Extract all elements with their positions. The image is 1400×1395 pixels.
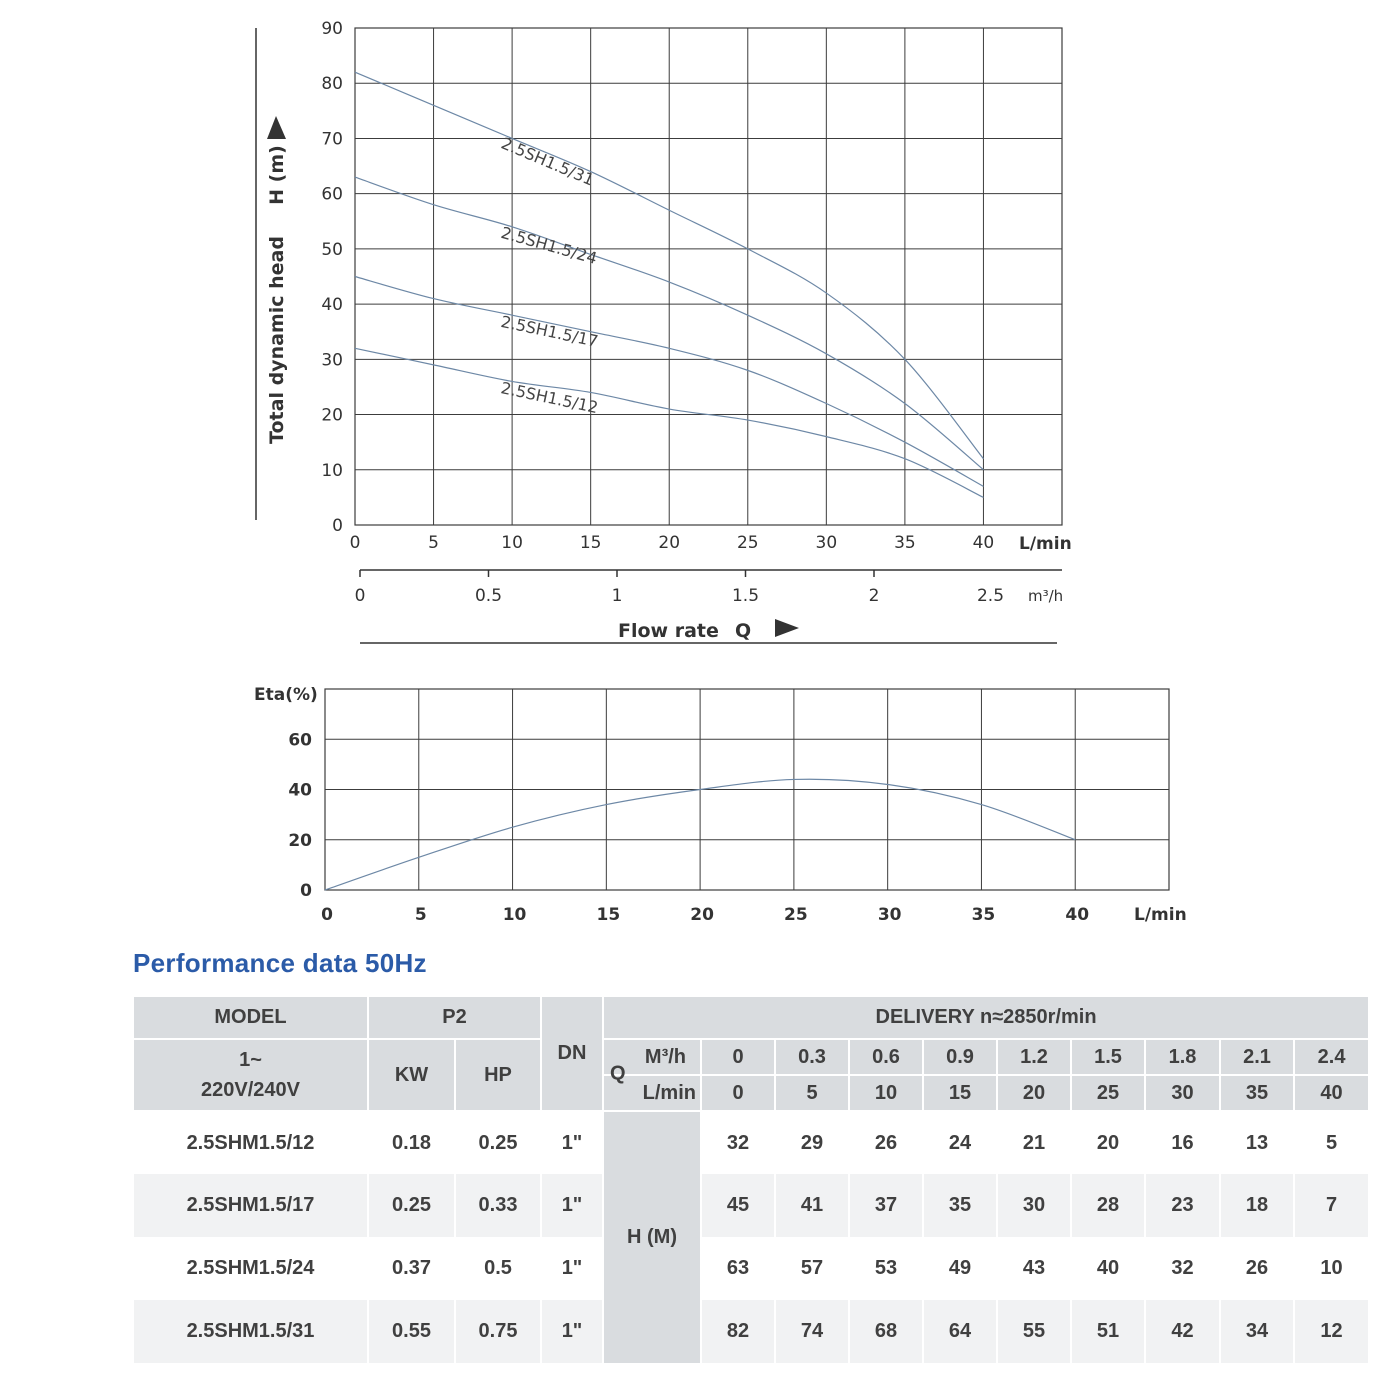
- eta-x-tick-label: 30: [877, 905, 902, 925]
- m3h-value: 0.3: [775, 1039, 849, 1075]
- lmin-value: 10: [849, 1075, 923, 1111]
- head-cell: 57: [775, 1237, 849, 1300]
- table-row: [134, 1111, 1369, 1174]
- head-cell: 20: [1071, 1111, 1145, 1174]
- m3h-value: 2.1: [1220, 1039, 1294, 1075]
- lmin-value: 5: [775, 1075, 849, 1111]
- eta-x-tick-label: 15: [596, 905, 621, 925]
- m3h-value: 0: [701, 1039, 775, 1075]
- eta-x-tick-label: 10: [502, 905, 527, 925]
- x-tick-label: 25: [736, 533, 759, 553]
- head-cell: 68: [849, 1300, 923, 1363]
- head-cell: 18: [1220, 1174, 1294, 1237]
- header-kw: KW: [368, 1039, 455, 1111]
- head-cell: 82: [701, 1300, 775, 1363]
- x-tick-label: 40: [972, 533, 995, 553]
- model-cell: 2.5SHM1.5/12: [134, 1111, 368, 1174]
- lmin-value: 35: [1220, 1075, 1294, 1111]
- dn-cell: 1": [541, 1237, 603, 1300]
- header-lmin: [603, 1062, 701, 1111]
- head-cell: 13: [1220, 1111, 1294, 1174]
- y-tick-label: 30: [321, 350, 343, 371]
- x-tick-label: 20: [658, 533, 681, 553]
- head-cell: 40: [1071, 1237, 1145, 1300]
- lmin-value: 20: [997, 1075, 1071, 1111]
- kw-cell: 0.37: [368, 1237, 455, 1300]
- head-cell: 10: [1294, 1237, 1369, 1300]
- m3h-value: 1.5: [1071, 1039, 1145, 1075]
- curve-label: 2.5SH1.5/31: [498, 133, 597, 190]
- x-tick-label: 0: [349, 533, 361, 553]
- header-model: MODEL: [134, 997, 368, 1039]
- head-cell: 26: [849, 1111, 923, 1174]
- header-phase: [134, 1039, 368, 1111]
- head-cell: 55: [997, 1300, 1071, 1363]
- head-cell: 43: [997, 1237, 1071, 1300]
- y-tick-label: 90: [321, 19, 343, 39]
- y-axis-unit: H (m): [266, 145, 288, 205]
- head-cell: 29: [775, 1111, 849, 1174]
- head-cell: 74: [775, 1300, 849, 1363]
- head-cell: 49: [923, 1237, 997, 1300]
- header-delivery: DELIVERY n≈2850r/min: [603, 997, 1369, 1039]
- table-row: [134, 1300, 1369, 1363]
- table-row: [134, 1174, 1369, 1237]
- y-tick-label: 0: [332, 516, 343, 536]
- x2-tick-label: 1: [611, 586, 623, 606]
- y-tick-label: 70: [321, 129, 343, 150]
- eta-x-tick-label: 20: [690, 905, 714, 925]
- header-phase-line2: 220V/240V: [201, 1079, 300, 1101]
- head-cell: 5: [1294, 1111, 1369, 1174]
- head-cell: 63: [701, 1237, 775, 1300]
- head-cell: 64: [923, 1300, 997, 1363]
- x-tick-label: 30: [815, 533, 838, 553]
- x-tick-label: 5: [428, 533, 439, 553]
- head-cell: 24: [923, 1111, 997, 1174]
- header-phase-line1: 1~: [239, 1049, 262, 1071]
- head-cell: 12: [1294, 1300, 1369, 1363]
- x-tick-label: 15: [579, 533, 602, 553]
- kw-cell: 0.55: [368, 1300, 455, 1363]
- head-cell: 26: [1220, 1237, 1294, 1300]
- table-row: [134, 1237, 1369, 1300]
- curve-label: 2.5SH1.5/12: [499, 378, 600, 418]
- eta-x-tick-label: 35: [971, 905, 996, 925]
- plot-frame: [355, 28, 1062, 525]
- x2-axis-unit: m³/h: [1028, 587, 1064, 605]
- head-cell: 30: [997, 1174, 1071, 1237]
- header-lmin-label: L/min: [642, 1081, 696, 1104]
- curve-label: 2.5SH1.5/24: [498, 222, 600, 268]
- y-tick-label: 80: [321, 74, 343, 95]
- header-dn: DN: [541, 997, 603, 1111]
- head-cell: 7: [1294, 1174, 1369, 1237]
- eta-y-tick-label: 20: [288, 830, 312, 851]
- hp-cell: 0.5: [455, 1237, 541, 1300]
- lmin-value: 15: [923, 1075, 997, 1111]
- head-cell: 16: [1145, 1111, 1220, 1174]
- x-tick-label: 35: [894, 533, 916, 553]
- head-cell: 45: [701, 1174, 775, 1237]
- eta-x-axis-unit: L/min: [1134, 905, 1187, 925]
- lmin-value: 30: [1145, 1075, 1220, 1111]
- head-cell: 51: [1071, 1300, 1145, 1363]
- y-axis-arrow-icon: [267, 116, 286, 139]
- hp-cell: 0.33: [455, 1174, 541, 1237]
- dn-cell: 1": [541, 1300, 603, 1363]
- model-cell: 2.5SHM1.5/17: [134, 1174, 368, 1237]
- x-tick-label: 10: [501, 533, 523, 553]
- head-cell: 28: [1071, 1174, 1145, 1237]
- y-tick-label: 50: [321, 239, 343, 260]
- header-m3h-label: M³/h: [644, 1045, 686, 1068]
- y-tick-label: 20: [321, 405, 343, 426]
- lmin-value: 25: [1071, 1075, 1145, 1111]
- eta-x-tick-label: 0: [321, 905, 333, 925]
- m3h-value: 0.9: [923, 1039, 997, 1075]
- head-cell: 32: [1145, 1237, 1220, 1300]
- head-cell: 32: [701, 1111, 775, 1174]
- x2-tick-label: 2.5: [976, 586, 1005, 606]
- performance-title: Performance data 50Hz: [133, 948, 427, 978]
- efficiency-chart: [0, 675, 1400, 935]
- head-unit-cell: H (M): [603, 1111, 701, 1363]
- head-cell: 37: [849, 1174, 923, 1237]
- header-q: Q: [610, 1062, 626, 1085]
- hp-cell: 0.75: [455, 1300, 541, 1363]
- eta-axis-title: Eta(%): [254, 685, 318, 705]
- lmin-value: 40: [1294, 1075, 1369, 1111]
- head-cell: 23: [1145, 1174, 1220, 1237]
- m3h-value: 0.6: [849, 1039, 923, 1075]
- x2-tick-label: 0: [354, 586, 366, 606]
- head-cell: 41: [775, 1174, 849, 1237]
- head-cell: 34: [1220, 1300, 1294, 1363]
- eta-y-tick-label: 60: [288, 730, 312, 751]
- y-tick-label: 40: [321, 295, 343, 316]
- model-cell: 2.5SHM1.5/24: [134, 1237, 368, 1300]
- x2-tick-label: 1.5: [731, 586, 760, 606]
- dn-cell: 1": [541, 1174, 603, 1237]
- m3h-value: 1.8: [1145, 1039, 1220, 1075]
- model-cell: 2.5SHM1.5/31: [134, 1300, 368, 1363]
- y-tick-label: 60: [321, 184, 343, 205]
- lmin-value: 0: [701, 1075, 775, 1111]
- dn-cell: 1": [541, 1111, 603, 1174]
- performance-table: [134, 997, 1370, 1363]
- m3h-value: 1.2: [997, 1039, 1071, 1075]
- kw-cell: 0.18: [368, 1111, 455, 1174]
- head-cell: 53: [849, 1237, 923, 1300]
- header-hp: HP: [455, 1039, 541, 1111]
- hp-cell: 0.25: [455, 1111, 541, 1174]
- curve-label: 2.5SH1.5/17: [499, 311, 600, 351]
- x-axis-symbol: Q: [735, 620, 752, 642]
- x-axis-title: Flow rate: [618, 620, 719, 642]
- x-axis-unit: L/min: [1019, 534, 1072, 554]
- m3h-value: 2.4: [1294, 1039, 1369, 1075]
- head-cell: 35: [923, 1174, 997, 1237]
- eta-x-tick-label: 5: [414, 905, 427, 925]
- kw-cell: 0.25: [368, 1174, 455, 1237]
- x2-tick-label: 2: [868, 586, 880, 606]
- header-p2: P2: [368, 997, 541, 1039]
- eta-y-tick-label: 0: [300, 881, 312, 901]
- eta-x-tick-label: 40: [1065, 905, 1090, 925]
- y-axis-title: Total dynamic head: [266, 236, 288, 444]
- eta-y-tick-label: 40: [288, 780, 312, 801]
- eta-x-tick-label: 25: [784, 905, 808, 925]
- head-chart: [0, 0, 1400, 660]
- x-axis-arrow-icon: [775, 619, 799, 637]
- head-cell: 42: [1145, 1300, 1220, 1363]
- head-cell: 21: [997, 1111, 1071, 1174]
- x2-tick-label: 0.5: [474, 586, 503, 606]
- y-tick-label: 10: [321, 460, 343, 481]
